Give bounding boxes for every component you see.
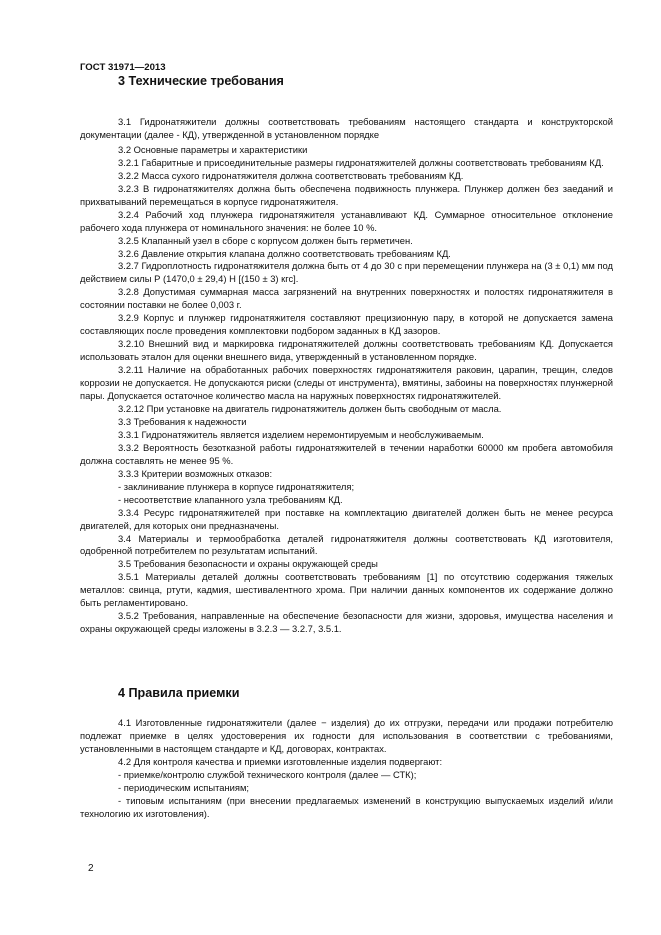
paragraph-3-4: 3.4 Материалы и термообработка деталей гидронатяжителя должны соответствовать КД изготовителя, одобренной потребителем по результатам испытаний. (80, 532, 613, 557)
paragraph-3-2-3: 3.2.3 В гидронатяжителях должна быть обеспечена подвижность плунжера. Плунжер должен без заеданий и прихватываний перемещаться в корпусе гидронатяжителя. (80, 182, 613, 207)
paragraph-3-3: 3.3 Требования к надежности (118, 415, 247, 427)
paragraph-3-2-12: 3.2.12 При установке на двигатель гидронатяжитель должен быть свободным от масла. (118, 402, 502, 414)
section-4-body (80, 717, 613, 821)
section-3-title: 3 Технические требования (118, 74, 284, 88)
list-item: - заклинивание плунжера в корпусе гидронатяжителя; (118, 480, 355, 492)
paragraph-3-3-1: 3.3.1 Гидронатяжитель является изделием неремонтируемым и необслуживаемым. (118, 428, 484, 440)
paragraph-3-2-2: 3.2.2 Масса сухого гидронатяжителя должна соответствовать требованиям КД. (118, 169, 464, 181)
paragraph-3-5: 3.5 Требования безопасности и охраны окружающей среды (118, 558, 378, 570)
paragraph-4-2: 4.2 Для контроля качества и приемки изготовленные изделия подвергают: (118, 755, 443, 767)
paragraph-3-2-9: 3.2.9 Корпус и плунжер гидронатяжителя составляют прецизионную пару, в которой не допускается замена составляющих после проведения комплектовки подбором заданных в КД зазоров. (80, 312, 613, 337)
paragraph-3-2-8: 3.2.8 Допустимая суммарная масса загрязнений на внутренних поверхностях и полостях гидронатяжителя в состоянии поставки не более 0,003 г. (80, 286, 613, 311)
paragraph-3-2: 3.2 Основные параметры и характеристики (118, 143, 308, 155)
standard-code: ГОСТ 31971—2013 (80, 62, 166, 73)
paragraph-3-5-1: 3.5.1 Материалы деталей должны соответствовать требованиям [1] по отсутствию содержания тяжелых металлов: свинца, ртути, кадмия, шестивалентного хрома. При наличии данных компонентов их содержание должно быть регламентировано. (80, 571, 613, 609)
paragraph-3-2-5: 3.2.5 Клапанный узел в сборе с корпусом должен быть герметичен. (118, 234, 413, 246)
paragraph-3-2-11: 3.2.11 Наличие на обработанных рабочих поверхностях гидронатяжителя раковин, царапин, трещин, следов коррозии не допускается. Не допускаются риски (следы от инструмента), вмятины, забоины на поверхностях плунжерной пары. Допускается остаточное количество масла на наружных поверхностях гидронатяжителей. (80, 364, 613, 402)
paragraph-3-3-2: 3.3.2 Вероятность безотказной работы гидронатяжителей в течении наработки 60000 км пробега автомобиля должна составлять не менее 95 %. (80, 441, 613, 466)
paragraph-3-2-7: 3.2.7 Гидроплотность гидронатяжителя должна быть от 4 до 30 с при перемещении плунжера на (3 ± 0,1) мм под действием силы Р (1470,0 ± 29,4) Н [(150 ± 3) кгс]. (80, 260, 613, 285)
paragraph-3-2-6: 3.2.6 Давление открытия клапана должно соответствовать требованиям КД. (118, 247, 451, 259)
section-4-title: 4 Правила приемки (118, 686, 240, 700)
paragraph-3-5-2: 3.5.2 Требования, направленные на обеспечение безопасности для жизни, здоровья, имущества населения и охраны окружающей среды изложены в 3.2.3 — 3.2.7, 3.5.1. (80, 610, 613, 635)
paragraph-3-2-1: 3.2.1 Габаритные и присоединительные размеры гидронатяжителей должны соответствовать требованиям КД. (118, 156, 604, 168)
list-item: - приемке/контролю службой технического контроля (далее — СТК); (118, 768, 417, 780)
paragraph-3-2-10: 3.2.10 Внешний вид и маркировка гидронатяжителей должны соответствовать требованиям КД. Допускается использовать эталон для оценки внешнего вида, утвержденный в установленном порядке. (80, 338, 613, 363)
paragraph-3-1: 3.1 Гидронатяжители должны соответствовать требованиям настоящего стандарта и конструкторской документации (далее - КД), утвержденной в установленном порядке (80, 116, 613, 140)
section-3-body (80, 116, 613, 636)
paragraph-3-3-3: 3.3.3 Критерии возможных отказов: (118, 467, 273, 479)
list-item: - несоответствие клапанного узла требованиям КД. (118, 493, 343, 505)
paragraph-3-3-4: 3.3.4 Ресурс гидронатяжителей при поставке на комплектацию двигателей должен быть не менее ресурса двигателей, для которых они предназначены. (80, 506, 613, 531)
list-item: - периодическим испытаниям; (118, 781, 250, 793)
list-item: - типовым испытаниям (при внесении предлагаемых изменений в конструкцию выпускаемых изделий и/или технологию их изготовления). (80, 794, 613, 819)
page-number: 2 (88, 863, 94, 874)
paragraph-3-2-4: 3.2.4 Рабочий ход плунжера гидронатяжителя устанавливают КД. Суммарное относительное отклонение рабочего хода плунжера от номинального значения: не более 10 %. (80, 208, 613, 233)
paragraph-4-1: 4.1 Изготовленные гидронатяжители (далее − изделия) до их отгрузки, передачи или продажи потребителю подлежат приемке в целях удостоверения их годности для использования в соответствии с требованиями, установленными в настоящем стандарте и КД, договорах, контрактах. (80, 717, 613, 754)
